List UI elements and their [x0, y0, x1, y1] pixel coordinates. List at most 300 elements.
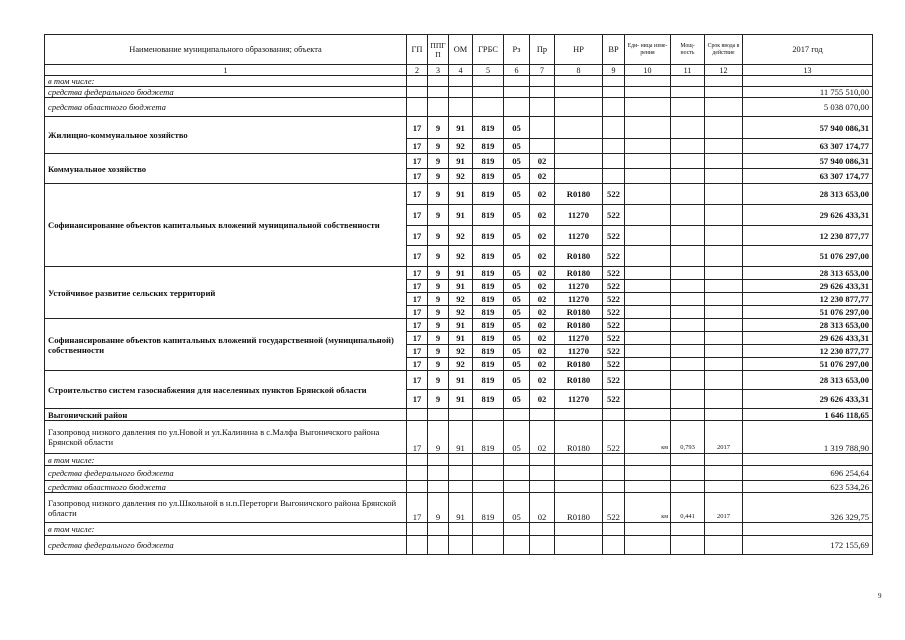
cell-om: 92 — [449, 293, 473, 306]
cell-unit — [625, 87, 671, 98]
cell-ppgp: 9 — [428, 139, 449, 154]
cell-vr: 522 — [603, 184, 625, 205]
cell-gp: 17 — [407, 345, 428, 358]
cell-gp — [407, 481, 428, 493]
cell-ppgp: 9 — [428, 293, 449, 306]
cell-grbs: 819 — [473, 246, 504, 267]
cell-pr: 02 — [530, 319, 555, 332]
cell-unit — [625, 280, 671, 293]
cell-ppgp: 9 — [428, 205, 449, 226]
cell-gp: 17 — [407, 154, 428, 169]
cell-gp — [407, 98, 428, 117]
column-number: 12 — [705, 65, 743, 76]
cell-pr — [530, 466, 555, 481]
cell-power — [671, 332, 705, 345]
cell-gp — [407, 466, 428, 481]
column-number: 10 — [625, 65, 671, 76]
header-power: Мощ- ность — [671, 35, 705, 65]
cell-amount: 63 307 174,77 — [743, 169, 873, 184]
cell-unit — [625, 481, 671, 493]
cell-grbs — [473, 87, 504, 98]
cell-unit — [625, 267, 671, 280]
cell-pr — [530, 76, 555, 87]
cell-om — [449, 523, 473, 536]
cell-grbs — [473, 481, 504, 493]
cell-pr — [530, 117, 555, 139]
cell-unit — [625, 98, 671, 117]
cell-power — [671, 169, 705, 184]
cell-pr: 02 — [530, 293, 555, 306]
cell-gp: 17 — [407, 306, 428, 319]
cell-rz: 05 — [504, 169, 530, 184]
cell-grbs: 819 — [473, 371, 504, 390]
cell-ppgp — [428, 466, 449, 481]
cell-gp: 17 — [407, 371, 428, 390]
row-name: средства областного бюджета — [45, 98, 407, 117]
row-name: средства федерального бюджета — [45, 87, 407, 98]
cell-pr: 02 — [530, 493, 555, 523]
row-name: Строительство систем газоснабжения для населенных пунктов Брянской области — [45, 371, 407, 409]
cell-power — [671, 98, 705, 117]
cell-amount: 51 076 297,00 — [743, 358, 873, 371]
cell-nr: 11270 — [555, 226, 603, 246]
cell-pr — [530, 481, 555, 493]
cell-power — [671, 76, 705, 87]
cell-om — [449, 466, 473, 481]
header-vr: ВР — [603, 35, 625, 65]
cell-grbs — [473, 76, 504, 87]
cell-unit — [625, 454, 671, 466]
header-ppgp: ППГ П — [428, 35, 449, 65]
cell-gp: 17 — [407, 332, 428, 345]
cell-grbs: 819 — [473, 293, 504, 306]
cell-gp: 17 — [407, 246, 428, 267]
cell-unit — [625, 466, 671, 481]
cell-gp: 17 — [407, 493, 428, 523]
cell-rz: 05 — [504, 358, 530, 371]
cell-gp: 17 — [407, 280, 428, 293]
cell-gp — [407, 76, 428, 87]
cell-gp: 17 — [407, 139, 428, 154]
cell-om — [449, 98, 473, 117]
cell-amount: 12 230 877,77 — [743, 293, 873, 306]
cell-ppgp — [428, 523, 449, 536]
cell-om: 91 — [449, 117, 473, 139]
cell-vr — [603, 139, 625, 154]
cell-pr: 02 — [530, 421, 555, 454]
cell-nr — [555, 117, 603, 139]
cell-vr — [603, 117, 625, 139]
table-row — [45, 371, 873, 390]
table-row — [45, 493, 873, 523]
cell-power — [671, 523, 705, 536]
cell-pr — [530, 536, 555, 555]
cell-term — [705, 371, 743, 390]
cell-ppgp — [428, 454, 449, 466]
header-om: ОМ — [449, 35, 473, 65]
row-name: средства областного бюджета — [45, 481, 407, 493]
cell-power — [671, 267, 705, 280]
cell-term — [705, 184, 743, 205]
cell-ppgp: 9 — [428, 117, 449, 139]
cell-grbs — [473, 409, 504, 421]
cell-nr: 11270 — [555, 345, 603, 358]
cell-term — [705, 409, 743, 421]
cell-term — [705, 87, 743, 98]
column-number: 9 — [603, 65, 625, 76]
cell-grbs: 819 — [473, 332, 504, 345]
cell-pr — [530, 454, 555, 466]
cell-nr — [555, 139, 603, 154]
cell-pr: 02 — [530, 169, 555, 184]
cell-om — [449, 536, 473, 555]
cell-term — [705, 139, 743, 154]
header-gp: ГП — [407, 35, 428, 65]
cell-power — [671, 454, 705, 466]
cell-power — [671, 87, 705, 98]
cell-amount: 28 313 653,00 — [743, 371, 873, 390]
cell-grbs: 819 — [473, 226, 504, 246]
cell-unit — [625, 358, 671, 371]
cell-term — [705, 466, 743, 481]
cell-amount: 28 313 653,00 — [743, 319, 873, 332]
cell-vr: 522 — [603, 306, 625, 319]
cell-pr: 02 — [530, 246, 555, 267]
cell-nr — [555, 409, 603, 421]
cell-nr: R0180 — [555, 421, 603, 454]
cell-power — [671, 139, 705, 154]
cell-unit — [625, 293, 671, 306]
cell-amount — [743, 523, 873, 536]
cell-gp: 17 — [407, 390, 428, 409]
cell-nr: R0180 — [555, 306, 603, 319]
cell-power — [671, 154, 705, 169]
cell-power — [671, 409, 705, 421]
cell-vr: 522 — [603, 205, 625, 226]
cell-nr: 11270 — [555, 293, 603, 306]
cell-om: 92 — [449, 306, 473, 319]
cell-nr: R0180 — [555, 319, 603, 332]
cell-om: 92 — [449, 226, 473, 246]
cell-power — [671, 117, 705, 139]
header-term: Срок ввода в действие — [705, 35, 743, 65]
cell-ppgp: 9 — [428, 246, 449, 267]
cell-term — [705, 332, 743, 345]
cell-om: 91 — [449, 390, 473, 409]
table-row — [45, 76, 873, 87]
cell-term — [705, 345, 743, 358]
cell-gp: 17 — [407, 205, 428, 226]
cell-ppgp: 9 — [428, 332, 449, 345]
cell-rz: 05 — [504, 390, 530, 409]
cell-ppgp — [428, 76, 449, 87]
cell-vr: 522 — [603, 267, 625, 280]
header-nr: НР — [555, 35, 603, 65]
cell-rz — [504, 87, 530, 98]
cell-amount: 51 076 297,00 — [743, 306, 873, 319]
cell-om: 92 — [449, 246, 473, 267]
cell-unit — [625, 169, 671, 184]
cell-nr — [555, 154, 603, 169]
table-row — [45, 87, 873, 98]
cell-amount: 326 329,75 — [743, 493, 873, 523]
cell-amount: 623 534,26 — [743, 481, 873, 493]
cell-nr: 11270 — [555, 205, 603, 226]
cell-om — [449, 481, 473, 493]
cell-ppgp: 9 — [428, 421, 449, 454]
cell-amount: 57 940 086,31 — [743, 117, 873, 139]
cell-rz: 05 — [504, 139, 530, 154]
table-row — [45, 267, 873, 280]
cell-unit — [625, 205, 671, 226]
cell-nr: 11270 — [555, 280, 603, 293]
cell-vr: 522 — [603, 421, 625, 454]
row-name: Газопровод низкого давления по ул.Новой и ул.Калинина в с.Малфа Выгоничского района Брянской области — [45, 421, 407, 454]
cell-pr: 02 — [530, 184, 555, 205]
cell-term — [705, 481, 743, 493]
row-name: в том числе: — [45, 523, 407, 536]
cell-vr — [603, 154, 625, 169]
row-name: средства федерального бюджета — [45, 466, 407, 481]
header-pr: Пр — [530, 35, 555, 65]
cell-nr — [555, 454, 603, 466]
cell-rz — [504, 536, 530, 555]
cell-term — [705, 205, 743, 226]
cell-vr: 522 — [603, 332, 625, 345]
cell-grbs: 819 — [473, 493, 504, 523]
cell-pr — [530, 139, 555, 154]
cell-unit — [625, 332, 671, 345]
row-name: в том числе: — [45, 454, 407, 466]
budget-table — [44, 34, 873, 555]
cell-term — [705, 536, 743, 555]
row-name: Жилищно-коммунальное хозяйство — [45, 117, 407, 154]
cell-power — [671, 319, 705, 332]
cell-power — [671, 536, 705, 555]
cell-pr: 02 — [530, 154, 555, 169]
cell-gp: 17 — [407, 226, 428, 246]
cell-vr — [603, 76, 625, 87]
cell-power — [671, 481, 705, 493]
cell-amount: 29 626 433,31 — [743, 332, 873, 345]
cell-power — [671, 371, 705, 390]
cell-ppgp: 9 — [428, 319, 449, 332]
header-row — [45, 35, 873, 65]
cell-amount: 29 626 433,31 — [743, 390, 873, 409]
cell-ppgp: 9 — [428, 169, 449, 184]
cell-gp: 17 — [407, 267, 428, 280]
cell-grbs — [473, 454, 504, 466]
cell-grbs: 819 — [473, 280, 504, 293]
cell-term — [705, 280, 743, 293]
cell-rz: 05 — [504, 421, 530, 454]
cell-rz — [504, 481, 530, 493]
cell-power — [671, 184, 705, 205]
cell-nr — [555, 523, 603, 536]
cell-om: 92 — [449, 139, 473, 154]
cell-power — [671, 345, 705, 358]
cell-gp: 17 — [407, 421, 428, 454]
cell-amount: 11 755 510,00 — [743, 87, 873, 98]
cell-power — [671, 280, 705, 293]
cell-term — [705, 454, 743, 466]
cell-vr: 522 — [603, 345, 625, 358]
cell-ppgp — [428, 536, 449, 555]
cell-power: 0,441 — [671, 493, 705, 523]
cell-grbs: 819 — [473, 139, 504, 154]
cell-ppgp — [428, 87, 449, 98]
cell-term — [705, 154, 743, 169]
cell-om: 91 — [449, 154, 473, 169]
cell-rz: 05 — [504, 267, 530, 280]
cell-nr: R0180 — [555, 358, 603, 371]
cell-amount: 28 313 653,00 — [743, 267, 873, 280]
cell-amount: 28 313 653,00 — [743, 184, 873, 205]
cell-rz: 05 — [504, 319, 530, 332]
cell-unit — [625, 117, 671, 139]
cell-amount: 29 626 433,31 — [743, 205, 873, 226]
cell-rz: 05 — [504, 332, 530, 345]
cell-amount: 696 254,64 — [743, 466, 873, 481]
cell-rz — [504, 409, 530, 421]
cell-om — [449, 409, 473, 421]
cell-term — [705, 390, 743, 409]
cell-om — [449, 87, 473, 98]
cell-unit — [625, 536, 671, 555]
column-number: 5 — [473, 65, 504, 76]
cell-amount: 12 230 877,77 — [743, 345, 873, 358]
cell-amount: 29 626 433,31 — [743, 280, 873, 293]
row-name: Софинансирование объектов капитальных вложений государственной (муниципальной) собственности — [45, 319, 407, 371]
cell-vr — [603, 98, 625, 117]
cell-nr — [555, 169, 603, 184]
cell-grbs: 819 — [473, 184, 504, 205]
row-name: Коммунальное хозяйство — [45, 154, 407, 184]
cell-grbs: 819 — [473, 205, 504, 226]
cell-rz: 05 — [504, 371, 530, 390]
cell-power — [671, 306, 705, 319]
cell-om: 92 — [449, 358, 473, 371]
cell-om: 91 — [449, 184, 473, 205]
cell-nr — [555, 466, 603, 481]
cell-term — [705, 169, 743, 184]
cell-rz: 05 — [504, 246, 530, 267]
cell-gp — [407, 523, 428, 536]
table-row — [45, 466, 873, 481]
cell-amount: 12 230 877,77 — [743, 226, 873, 246]
cell-grbs: 819 — [473, 267, 504, 280]
cell-unit: км — [625, 421, 671, 454]
cell-gp: 17 — [407, 169, 428, 184]
cell-term — [705, 358, 743, 371]
cell-unit — [625, 139, 671, 154]
cell-unit — [625, 76, 671, 87]
cell-gp — [407, 87, 428, 98]
cell-om — [449, 76, 473, 87]
cell-vr — [603, 536, 625, 555]
cell-pr: 02 — [530, 306, 555, 319]
cell-term: 2017 — [705, 421, 743, 454]
row-name: Устойчивое развитие сельских территорий — [45, 267, 407, 319]
cell-gp: 17 — [407, 117, 428, 139]
cell-pr: 02 — [530, 345, 555, 358]
cell-ppgp: 9 — [428, 280, 449, 293]
cell-nr — [555, 536, 603, 555]
cell-nr — [555, 76, 603, 87]
cell-rz: 05 — [504, 205, 530, 226]
cell-term — [705, 267, 743, 280]
header-year: 2017 год — [743, 35, 873, 65]
cell-nr: R0180 — [555, 493, 603, 523]
cell-term — [705, 226, 743, 246]
column-number: 13 — [743, 65, 873, 76]
cell-vr — [603, 87, 625, 98]
cell-om: 91 — [449, 332, 473, 345]
cell-term — [705, 98, 743, 117]
cell-gp — [407, 454, 428, 466]
cell-rz: 05 — [504, 280, 530, 293]
cell-power — [671, 293, 705, 306]
cell-vr: 522 — [603, 280, 625, 293]
cell-unit — [625, 154, 671, 169]
cell-term — [705, 523, 743, 536]
cell-rz: 05 — [504, 306, 530, 319]
cell-grbs: 819 — [473, 390, 504, 409]
table-row — [45, 454, 873, 466]
cell-unit — [625, 523, 671, 536]
cell-unit — [625, 371, 671, 390]
cell-amount: 51 076 297,00 — [743, 246, 873, 267]
cell-nr: R0180 — [555, 371, 603, 390]
cell-om: 91 — [449, 267, 473, 280]
cell-grbs — [473, 466, 504, 481]
cell-pr — [530, 87, 555, 98]
cell-vr: 522 — [603, 319, 625, 332]
cell-amount: 1 319 788,90 — [743, 421, 873, 454]
row-name: Выгоничский район — [45, 409, 407, 421]
cell-rz — [504, 523, 530, 536]
cell-rz: 05 — [504, 117, 530, 139]
cell-vr — [603, 409, 625, 421]
cell-nr: R0180 — [555, 267, 603, 280]
cell-ppgp: 9 — [428, 358, 449, 371]
cell-om: 91 — [449, 319, 473, 332]
cell-power — [671, 246, 705, 267]
cell-gp — [407, 536, 428, 555]
table-row — [45, 154, 873, 169]
column-number: 2 — [407, 65, 428, 76]
cell-rz: 05 — [504, 293, 530, 306]
cell-unit — [625, 390, 671, 409]
cell-nr: R0180 — [555, 246, 603, 267]
cell-gp: 17 — [407, 293, 428, 306]
cell-term: 2017 — [705, 493, 743, 523]
cell-gp: 17 — [407, 184, 428, 205]
cell-ppgp: 9 — [428, 371, 449, 390]
cell-om: 91 — [449, 371, 473, 390]
cell-pr: 02 — [530, 371, 555, 390]
column-number: 1 — [45, 65, 407, 76]
cell-grbs: 819 — [473, 306, 504, 319]
cell-vr: 522 — [603, 390, 625, 409]
cell-nr — [555, 98, 603, 117]
cell-pr: 02 — [530, 358, 555, 371]
cell-unit — [625, 345, 671, 358]
row-name: в том числе: — [45, 76, 407, 87]
cell-term — [705, 293, 743, 306]
cell-vr: 522 — [603, 371, 625, 390]
table-row — [45, 98, 873, 117]
